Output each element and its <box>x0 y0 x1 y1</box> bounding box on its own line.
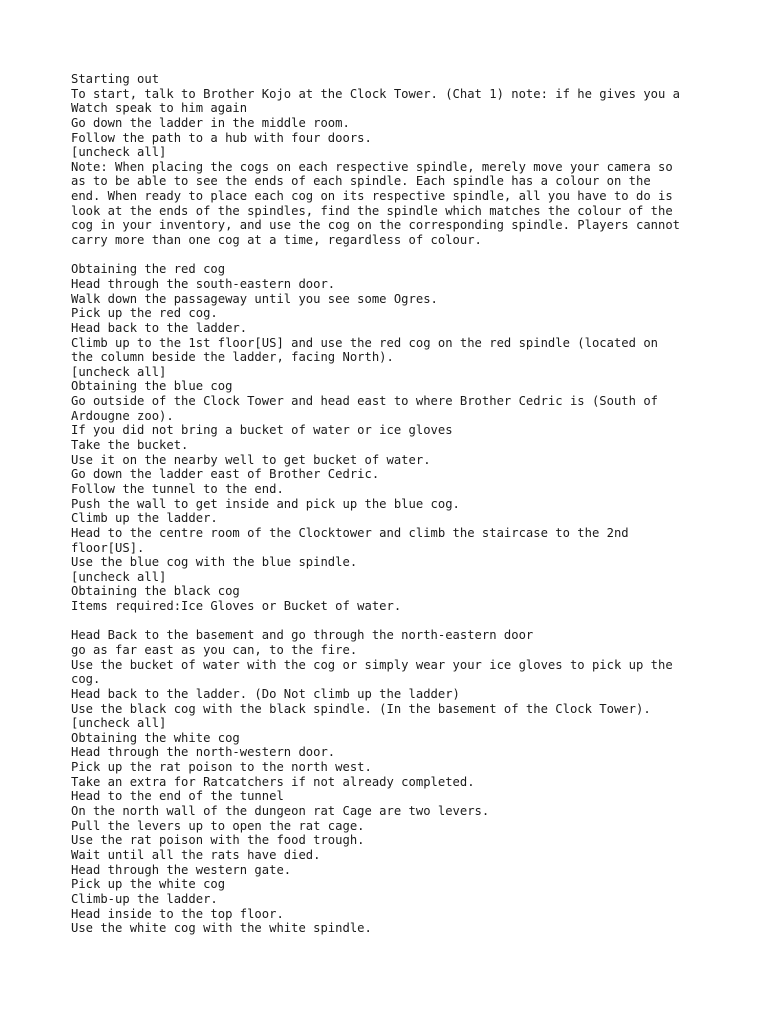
step-line: If you did not bring a bucket of water or ice gloves <box>71 423 453 438</box>
note-line: as to be able to see the ends of each spindle. Each spindle has a colour on the <box>71 174 651 189</box>
step-line: Pick up the red cog. <box>71 306 218 321</box>
section-heading-white-cog: Obtaining the white cog <box>71 730 240 745</box>
uncheck-all-link[interactable]: [uncheck all] <box>71 145 167 160</box>
step-line: Head through the north-western door. <box>71 745 336 760</box>
step-line: Climb up to the 1st floor[US] and use the red cog on the red spindle (located on <box>71 335 658 350</box>
step-line: Take an extra for Ratcatchers if not already completed. <box>71 774 475 789</box>
uncheck-all-link[interactable]: [uncheck all] <box>71 569 167 584</box>
step-line: Pull the levers up to open the rat cage. <box>71 818 365 833</box>
section-heading-black-cog: Obtaining the black cog <box>71 584 240 599</box>
step-line: Head back to the ladder. <box>71 320 248 335</box>
step-line: Pick up the rat poison to the north west. <box>71 760 372 775</box>
step-line: Head to the end of the tunnel <box>71 789 284 804</box>
step-line: go as far east as you can, to the fire. <box>71 642 358 657</box>
step-line: floor[US]. <box>71 540 145 555</box>
note-line: look at the ends of the spindles, find the spindle which matches the colour of the <box>71 203 673 218</box>
step-line: Head inside to the top floor. <box>71 906 284 921</box>
step-line: Head through the western gate. <box>71 862 292 877</box>
step-line: cog. <box>71 672 101 687</box>
step-line: the column beside the ladder, facing North). <box>71 350 394 365</box>
text-line: To start, talk to Brother Kojo at the Clock Tower. (Chat 1) note: if he gives you a <box>71 86 681 101</box>
step-line: Use the rat poison with the food trough. <box>71 833 365 848</box>
text-line: Watch speak to him again <box>71 101 248 116</box>
text-line: Go down the ladder in the middle room. <box>71 115 350 130</box>
step-line: Go down the ladder east of Brother Cedric. <box>71 467 380 482</box>
uncheck-all-link[interactable]: [uncheck all] <box>71 716 167 731</box>
note-line: end. When ready to place each cog on its respective spindle, all you have to do is <box>71 189 673 204</box>
note-line: carry more than one cog at a time, regardless of colour. <box>71 233 482 248</box>
section-heading-starting-out: Starting out <box>71 72 160 86</box>
step-line: Push the wall to get inside and pick up the blue cog. <box>71 496 460 511</box>
step-line: Climb up the ladder. <box>71 511 218 526</box>
step-line: Head Back to the basement and go through the north-eastern door <box>71 628 534 643</box>
step-line: Ardougne zoo). <box>71 408 174 423</box>
section-heading-blue-cog: Obtaining the blue cog <box>71 379 233 394</box>
step-line: On the north wall of the dungeon rat Cage are two levers. <box>71 804 490 819</box>
uncheck-all-link[interactable]: [uncheck all] <box>71 364 167 379</box>
step-line: Use the bucket of water with the cog or simply wear your ice gloves to pick up the <box>71 657 673 672</box>
step-line: Use the black cog with the black spindle. (In the basement of the Clock Tower). <box>71 701 651 716</box>
step-line: Climb-up the ladder. <box>71 891 218 906</box>
step-line: Use the white cog with the white spindle. <box>71 921 372 936</box>
step-line: Wait until all the rats have died. <box>71 847 321 862</box>
step-line: Use the blue cog with the blue spindle. <box>71 555 358 570</box>
step-line: Follow the tunnel to the end. <box>71 481 284 496</box>
step-line: Head back to the ladder. (Do Not climb up the ladder) <box>71 686 460 701</box>
step-line: Walk down the passageway until you see some Ogres. <box>71 291 438 306</box>
blank-line <box>71 248 711 263</box>
step-line: Take the bucket. <box>71 438 189 453</box>
text-line: Follow the path to a hub with four doors. <box>71 130 372 145</box>
step-line: Head through the south-eastern door. <box>71 276 336 291</box>
step-line: Head to the centre room of the Clocktower and climb the staircase to the 2nd <box>71 525 629 540</box>
guide-text <box>71 72 711 936</box>
section-heading-red-cog: Obtaining the red cog <box>71 262 226 277</box>
step-line: Go outside of the Clock Tower and head east to where Brother Cedric is (South of <box>71 394 658 409</box>
blank-line <box>71 614 711 629</box>
note-line: cog in your inventory, and use the cog on the corresponding spindle. Players cannot <box>71 218 681 233</box>
items-required: Items required:Ice Gloves or Bucket of water. <box>71 599 402 614</box>
note-line: Note: When placing the cogs on each respective spindle, merely move your camera so <box>71 159 673 174</box>
step-line: Pick up the white cog <box>71 877 226 892</box>
step-line: Use it on the nearby well to get bucket of water. <box>71 452 431 467</box>
